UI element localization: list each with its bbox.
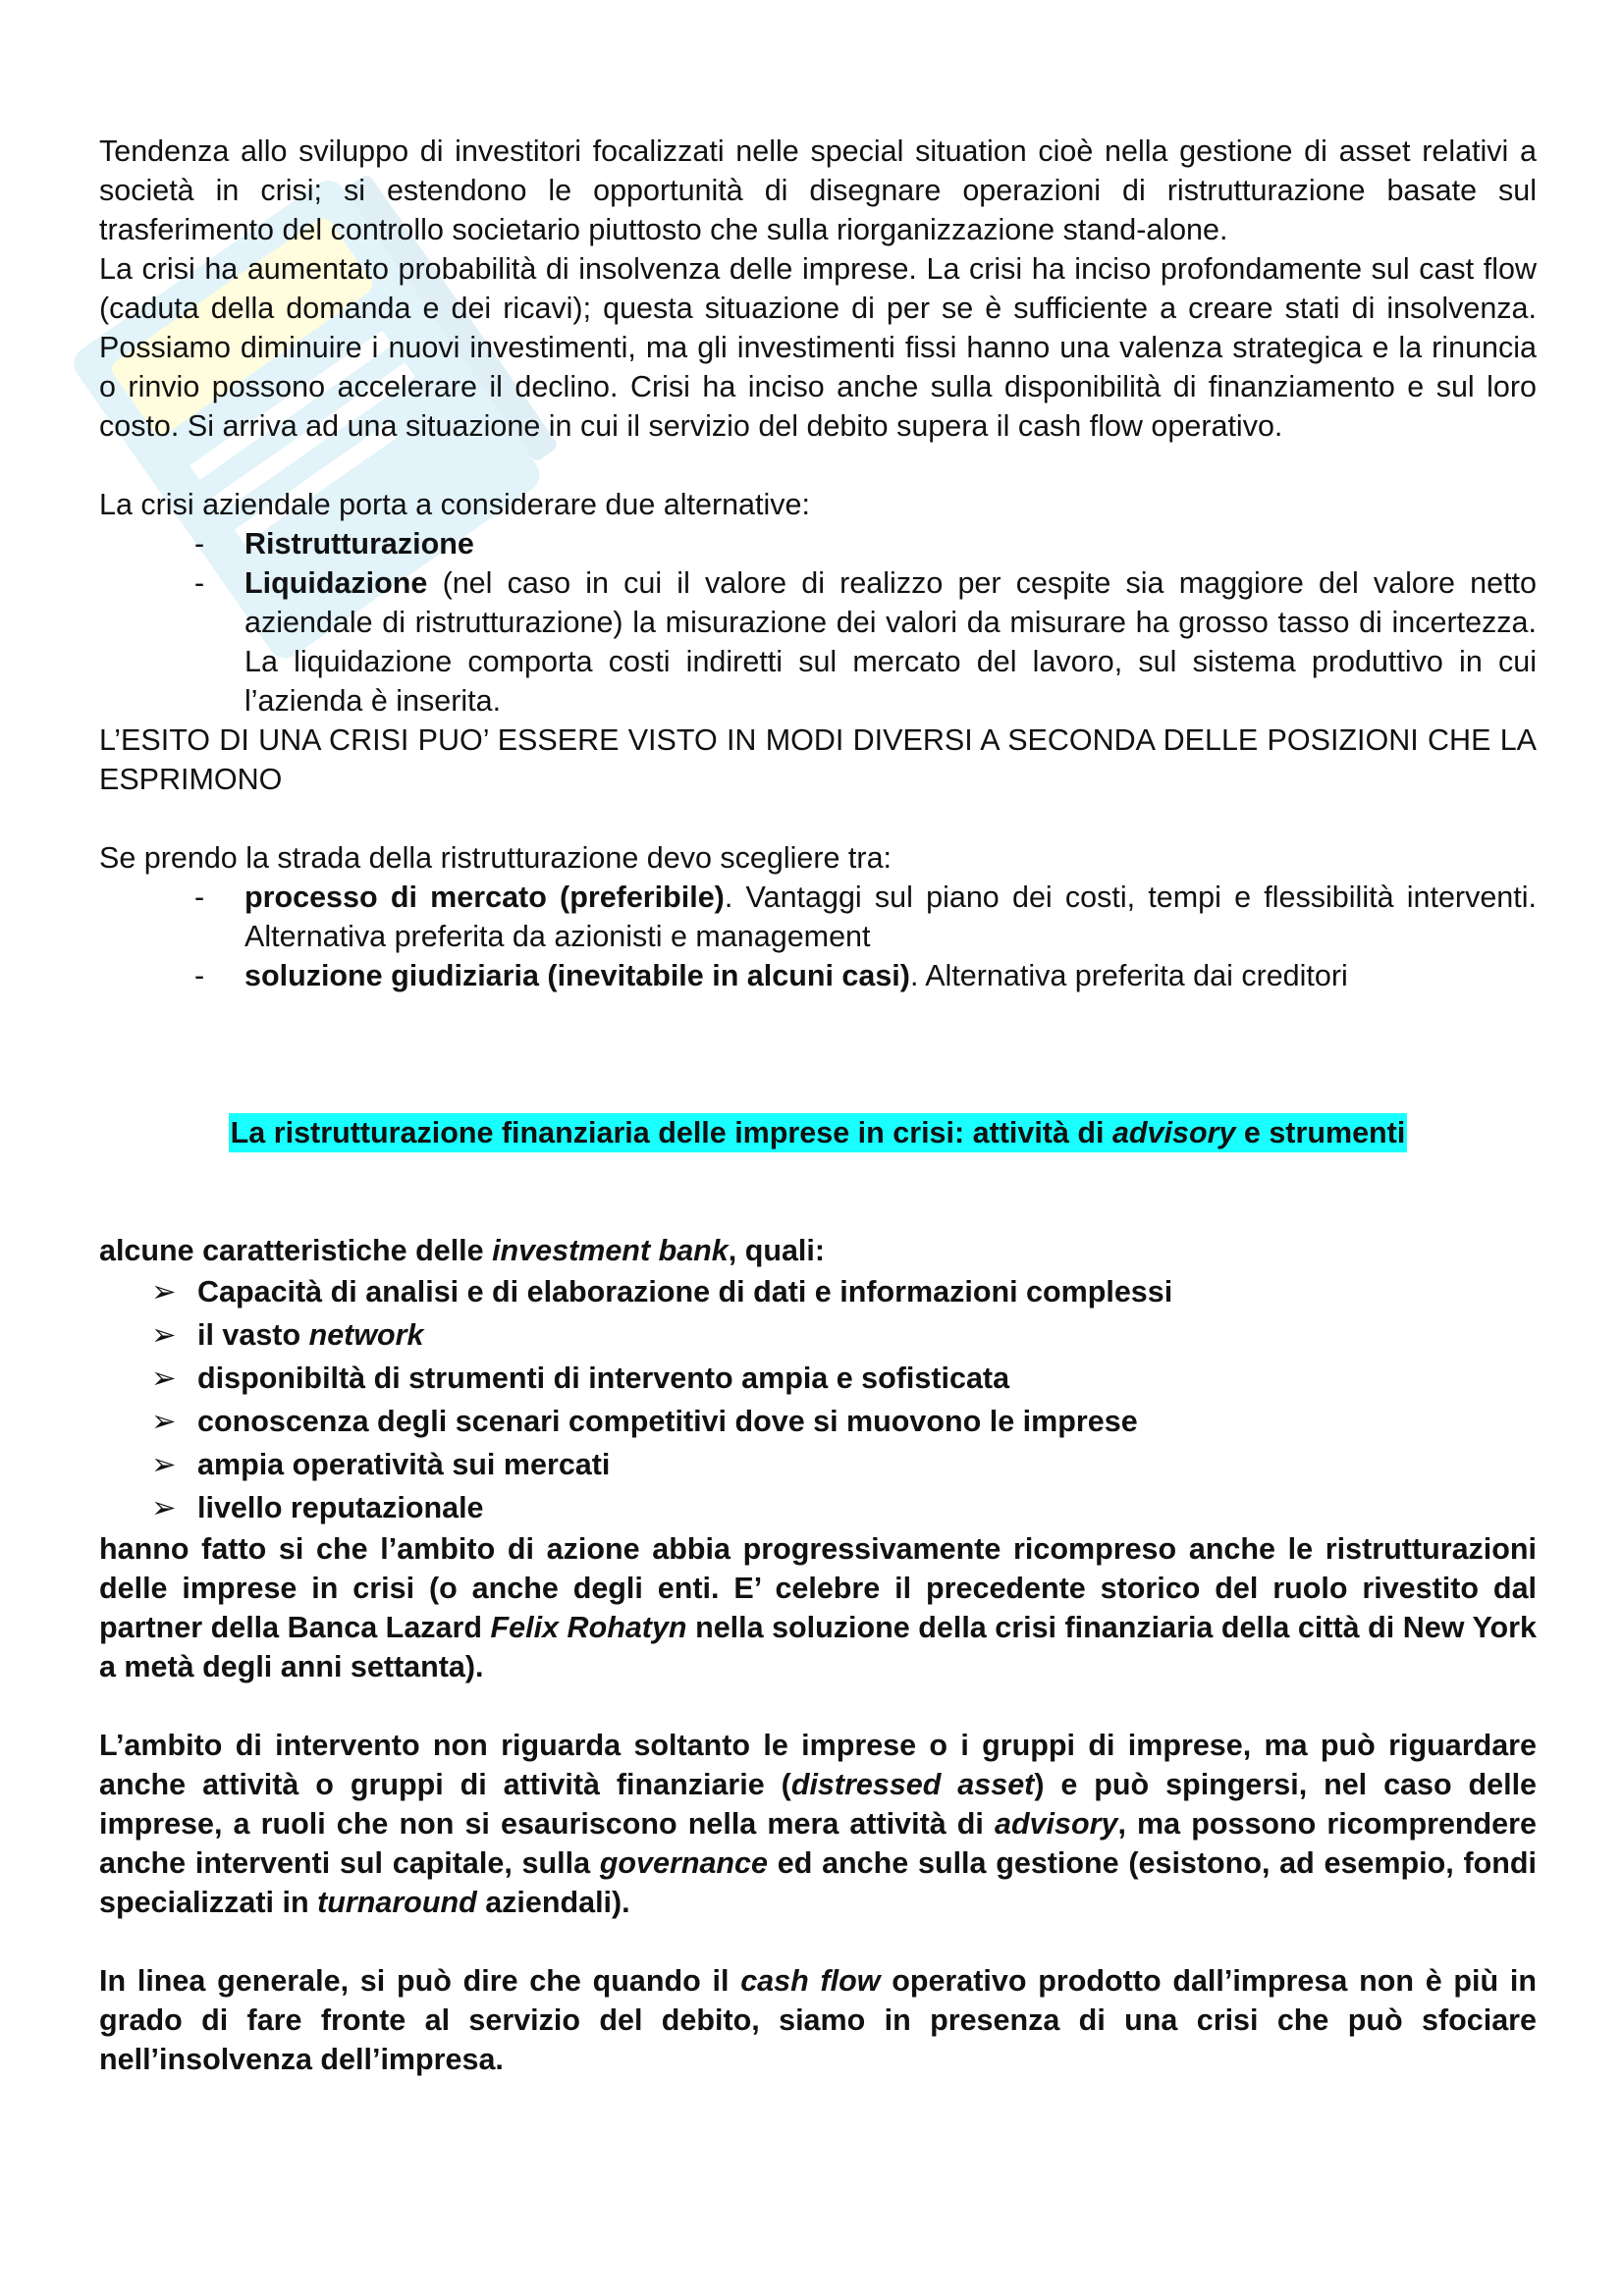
list-item	[99, 524, 1537, 563]
caps-statement: L’ESITO DI UNA CRISI PUO’ ESSERE VISTO IN MODI DIVERSI A SECONDA DELLE POSIZIONI CHE LA ESPRIMONO	[99, 723, 1537, 796]
features-lead-b: , quali:	[728, 1234, 826, 1267]
intervention-text-b: ) e può spingersi, nel caso delle imprese, a ruoli che non si esauriscono nella mera attività di	[99, 1768, 1538, 1841]
judicial-solution: soluzione giudiziaria (inevitabile in alcuni casi)	[244, 959, 910, 992]
general-text-a: In linea generale, si può dire che quando il	[99, 1964, 741, 1998]
list-item	[99, 1270, 1537, 1313]
intervention-italic-2: advisory	[995, 1807, 1118, 1841]
feature-italic: network	[308, 1318, 424, 1352]
scope-text-a: hanno fatto si che l’ambito di azione abbia progressivamente ricompreso anche le ristrutturazioni delle imprese in crisi (o anche degli enti. E’ celebre il precedente storico del ruolo rivestito dal partner della Banca Lazard	[99, 1532, 1537, 1644]
list-item	[99, 1357, 1537, 1400]
alternative-restructuring: Ristrutturazione	[244, 527, 474, 561]
list-item	[99, 956, 1537, 995]
highlighted-heading	[229, 1113, 1408, 1152]
dash-bullet: -	[194, 566, 205, 600]
list-item	[99, 563, 1537, 721]
market-process-text: . Vantaggi sul piano dei costi, tempi e flessibilità interventi. Alternativa preferita da azionisti e management	[244, 881, 1537, 953]
list-item	[99, 878, 1537, 956]
section-heading	[99, 1113, 1537, 1152]
heading-text-1: La ristrutturazione finanziaria delle imprese in crisi: attività di	[230, 1116, 1112, 1149]
document-body	[99, 132, 1537, 2079]
heading-italic: advisory	[1111, 1116, 1236, 1149]
arrow-bullet-icon: ➢	[151, 1405, 177, 1438]
list-item	[99, 1313, 1537, 1357]
intervention-text-a: L’ambito di intervento non riguarda soltanto le imprese o i gruppi di imprese, ma può riguardare anche attività o gruppi di attività finanziarie (	[99, 1729, 1537, 1801]
judicial-solution-text: . Alternativa preferita dai creditori	[909, 959, 1348, 992]
intro-paragraph-2: La crisi ha aumentato probabilità di insolvenza delle imprese. La crisi ha inciso profondamente sul cast flow (caduta della domanda e dei ricavi); questa situazione di per se è sufficiente a creare stati di insolvenza. Possiamo diminuire i nuovi investimenti, ma gli investimenti fissi hanno una valenza strategica e la rinuncia o rinvio possono accelerare il declino. Crisi ha inciso anche sulla disponibilità di finanziamento e sul loro costo. Si arriva ad una situazione in cui il servizio del debito supera il cash flow operativo.	[99, 252, 1537, 443]
intervention-italic-1: distressed asset	[790, 1768, 1035, 1801]
feature-text: conoscenza degli scenari competitivi dove si muovono le imprese	[197, 1405, 1138, 1438]
list-item	[99, 1400, 1537, 1443]
feature-text: livello reputazionale	[197, 1491, 484, 1524]
dash-bullet: -	[194, 959, 205, 992]
restructuring-list	[99, 878, 1537, 995]
feature-text: disponibiltà di strumenti di intervento ampia e sofisticata	[197, 1362, 1010, 1395]
general-text-b: operativo prodotto dall’impresa non è più in grado di fare fronte al servizio del debito, siamo in presenza di una crisi che può sfociare nell’insolvenza dell’impresa.	[99, 1964, 1538, 2076]
scope-paragraph	[99, 1529, 1537, 1686]
arrow-bullet-icon: ➢	[151, 1275, 177, 1308]
arrow-bullet-icon: ➢	[151, 1318, 177, 1352]
market-process: processo di mercato (preferibile)	[244, 881, 725, 914]
restructuring-lead: Se prendo la strada della ristrutturazione devo scegliere tra:	[99, 841, 892, 875]
list-item	[99, 1443, 1537, 1486]
dash-bullet: -	[194, 881, 205, 914]
intro-paragraph-1: Tendenza allo sviluppo di investitori focalizzati nelle special situation cioè nella gestione di asset relativi a società in crisi; si estendono le opportunità di disegnare operazioni di ristrutturazione basate sul trasferimento del controllo societario piuttosto che sulla riorganizzazione stand-alone.	[99, 134, 1537, 246]
arrow-bullet-icon: ➢	[151, 1491, 177, 1524]
feature-text: il vasto	[197, 1318, 309, 1352]
feature-text: Capacità di analisi e di elaborazione di dati e informazioni complessi	[197, 1275, 1173, 1308]
features-lead-italic: investment bank	[492, 1234, 729, 1267]
alternative-liquidation-text: (nel caso in cui il valore di realizzo per cespite sia maggiore del valore netto aziendale di ristrutturazione) la misurazione dei valori da misurare ha grosso tasso di incertezza. La liquidazione comporta costi indiretti sul mercato del lavoro, sul sistema produttivo in cui l’azienda è inserita.	[244, 566, 1537, 718]
intervention-text-d: ed anche sulla gestione (esistono, ad esempio, fondi specializzati in	[99, 1846, 1537, 1919]
intervention-italic-4: turnaround	[317, 1886, 477, 1919]
general-italic: cash flow	[740, 1964, 881, 1998]
alternatives-list	[99, 524, 1537, 721]
features-lead	[99, 1231, 1537, 1270]
features-lead-a: alcune caratteristiche delle	[99, 1234, 493, 1267]
scope-italic: Felix Rohatyn	[490, 1611, 687, 1644]
intervention-italic-3: governance	[599, 1846, 768, 1880]
intervention-text-e: aziendali).	[476, 1886, 630, 1919]
intervention-paragraph	[99, 1726, 1537, 1922]
arrow-bullet-icon: ➢	[151, 1448, 177, 1481]
heading-text-2: e strumenti	[1235, 1116, 1406, 1149]
intervention-text-c: , ma possono ricomprendere anche interventi sul capitale, sulla	[99, 1807, 1537, 1880]
general-paragraph	[99, 1961, 1537, 2079]
alternative-liquidation: Liquidazione	[244, 566, 428, 600]
alternatives-lead: La crisi aziendale porta a considerare due alternative:	[99, 488, 810, 521]
list-item	[99, 1486, 1537, 1529]
scope-text-b: nella soluzione della crisi finanziaria della città di New York a metà degli anni settanta).	[99, 1611, 1537, 1683]
features-list	[99, 1270, 1537, 1529]
feature-text: ampia operatività sui mercati	[197, 1448, 611, 1481]
dash-bullet: -	[194, 527, 205, 561]
arrow-bullet-icon: ➢	[151, 1362, 177, 1395]
